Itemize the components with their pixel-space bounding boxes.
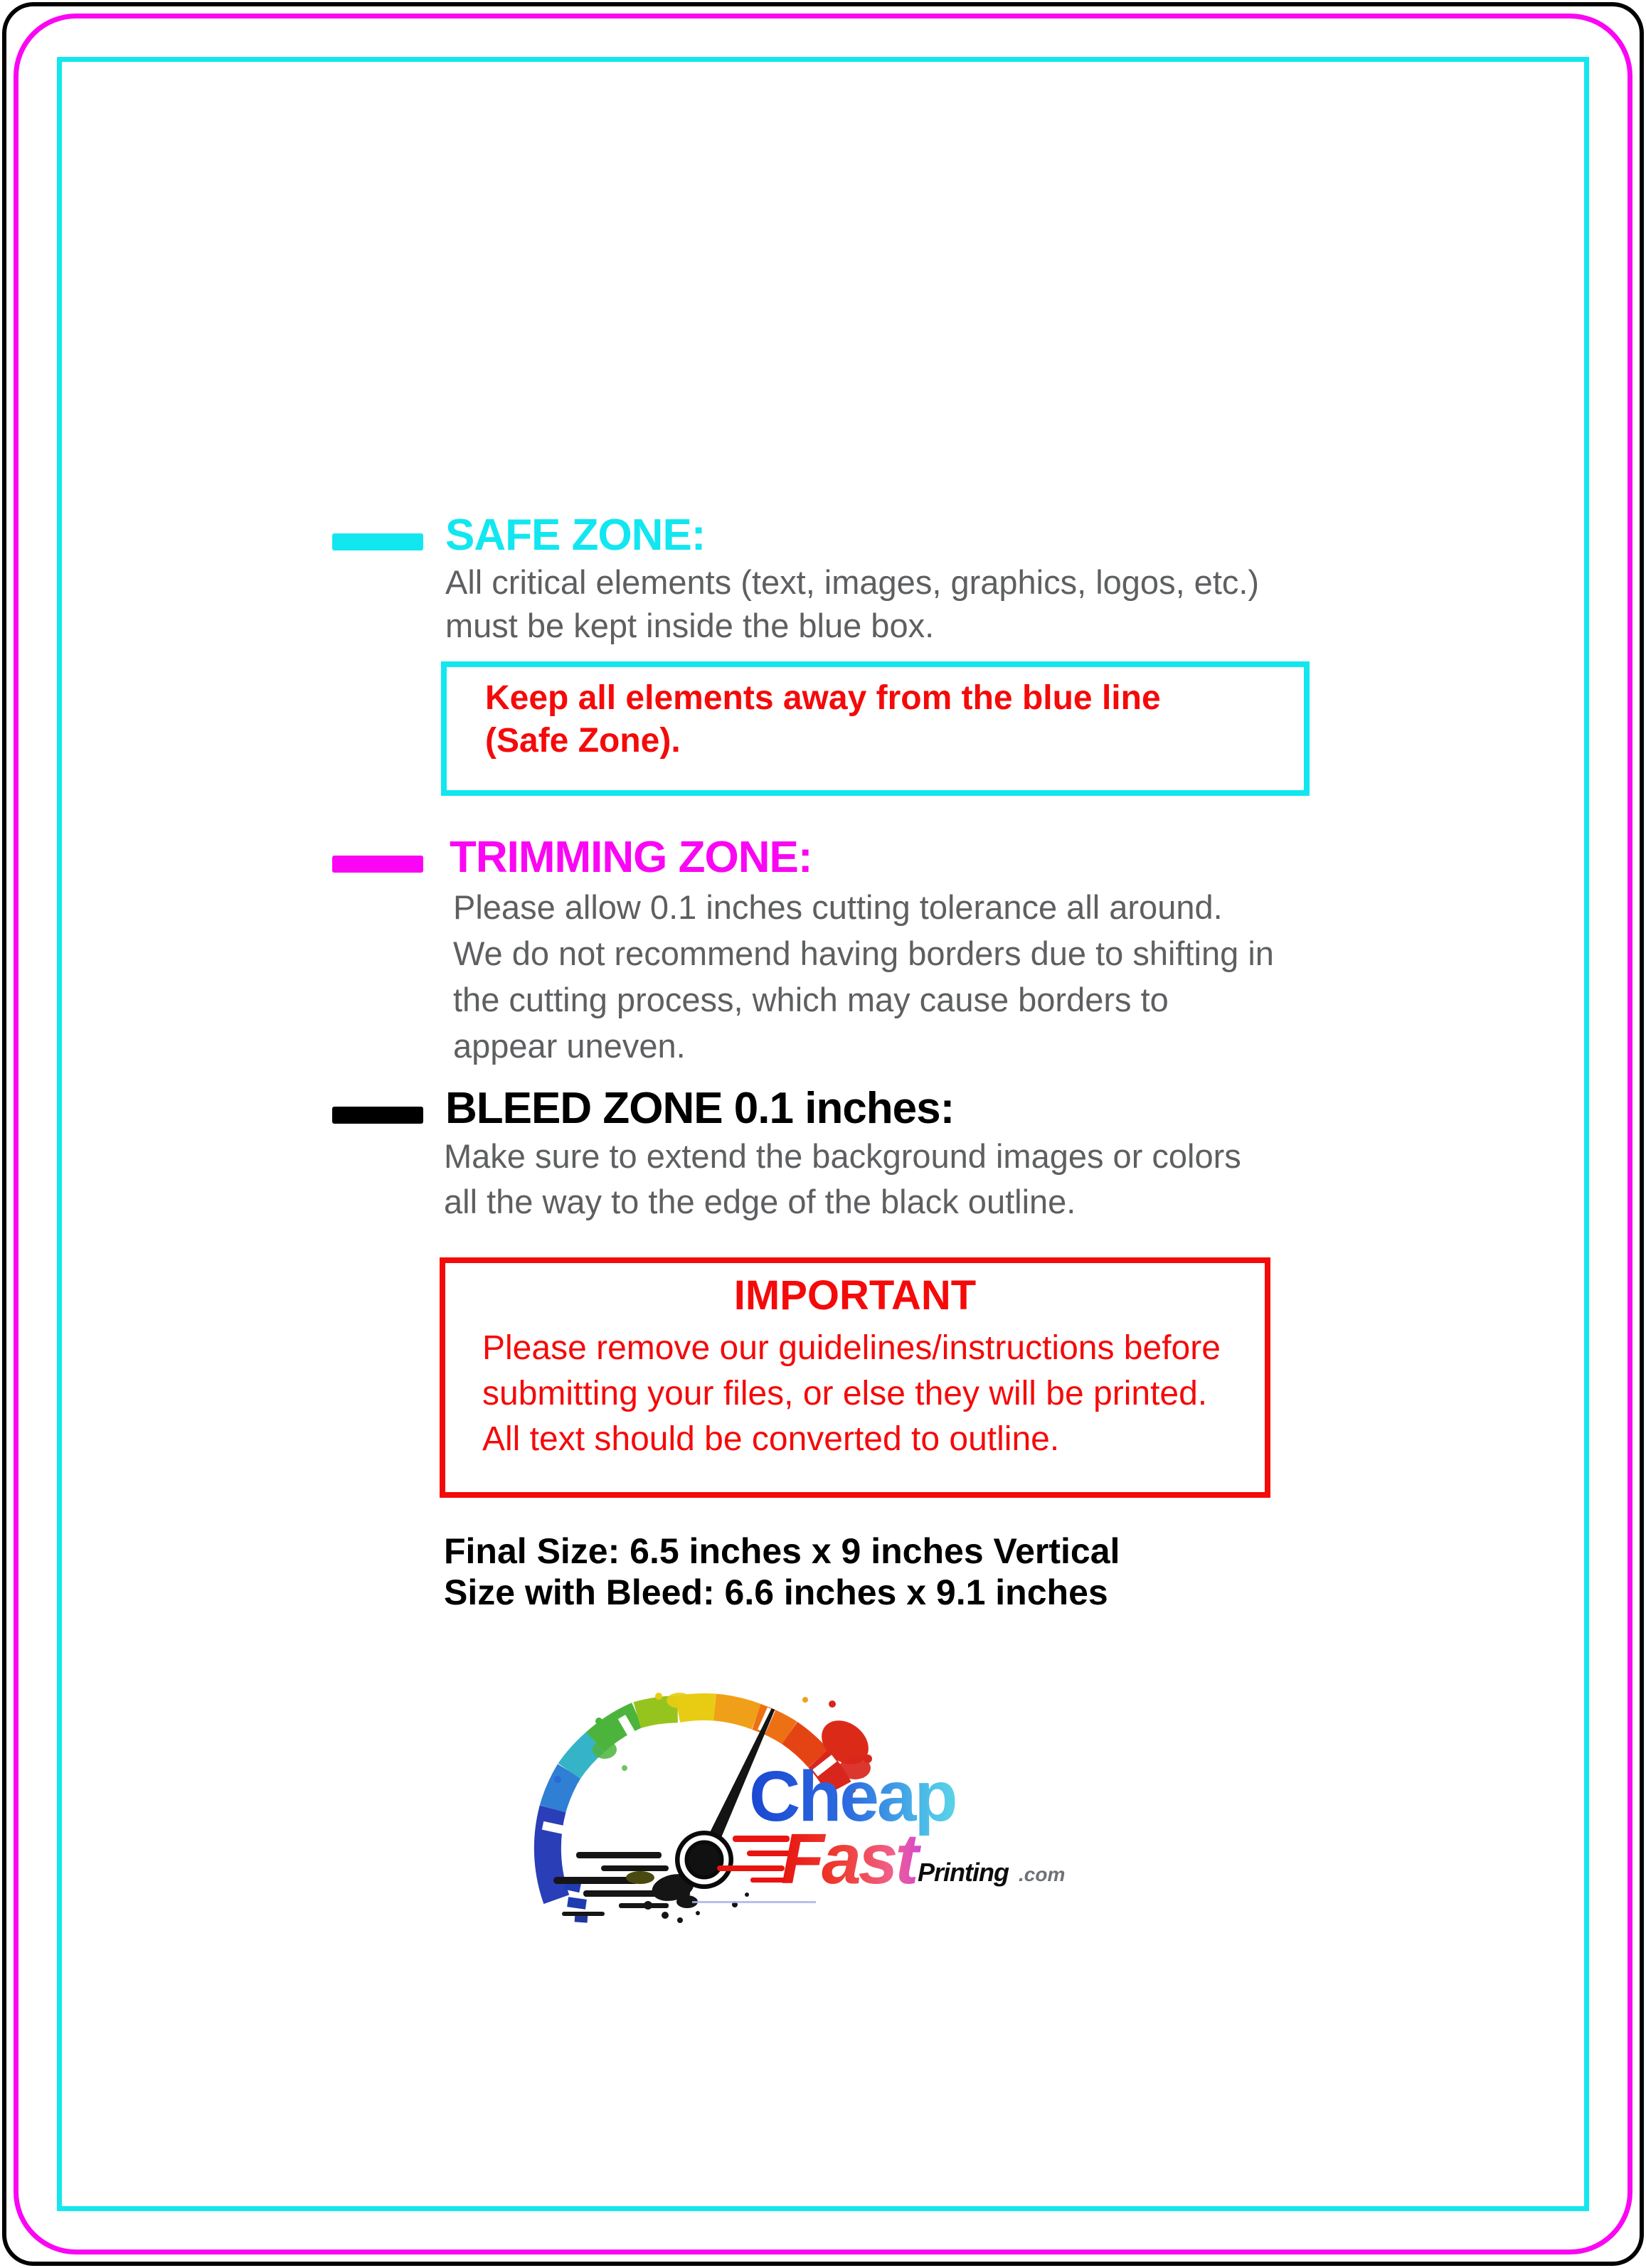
important-title: IMPORTANT bbox=[733, 1272, 977, 1319]
logo-word-cheap: Cheap bbox=[749, 1757, 956, 1836]
bleed-zone-description bbox=[444, 1134, 1241, 1225]
important-notice-box bbox=[440, 1257, 1270, 1498]
bleed-zone-title: BLEED ZONE 0.1 inches: bbox=[445, 1084, 955, 1133]
trimming-zone-description-line: the cutting process, which may cause borders to bbox=[453, 981, 1169, 1018]
important-body-line: All text should be converted to outline. bbox=[482, 1420, 1060, 1458]
trimming-zone-description-line: We do not recommend having borders due to shifting in bbox=[453, 935, 1274, 972]
safe-zone-note-line: Keep all elements away from the blue line bbox=[485, 679, 1161, 717]
trimming-zone-description-line: Please allow 0.1 inches cutting tolerance all around. bbox=[453, 888, 1223, 926]
trimming-zone-title: TRIMMING ZONE: bbox=[450, 833, 812, 882]
trimming-zone-description bbox=[453, 884, 1274, 1069]
bleed-zone-description-line: Make sure to extend the background images or colors bbox=[444, 1137, 1241, 1175]
logo-underline bbox=[692, 1901, 816, 1903]
bleed-zone-legend-dash bbox=[332, 1107, 423, 1124]
safe-zone-legend-dash bbox=[332, 533, 423, 550]
safe-zone-note-line: (Safe Zone). bbox=[485, 722, 681, 760]
bleed-size-line: Size with Bleed: 6.6 inches x 9.1 inches bbox=[444, 1572, 1108, 1612]
important-body-line: submitting your files, or else they will be printed. bbox=[482, 1375, 1208, 1412]
logo-word-printing: Printing bbox=[918, 1858, 1009, 1887]
size-info bbox=[444, 1530, 1120, 1613]
final-size-line: Final Size: 6.5 inches x 9 inches Vertical bbox=[444, 1531, 1120, 1571]
safe-zone-description-line: All critical elements (text, images, graphics, logos, etc.) bbox=[445, 563, 1260, 601]
safe-zone-note-box bbox=[441, 661, 1310, 796]
safe-zone-description bbox=[445, 560, 1259, 647]
trimming-zone-description-line: appear uneven. bbox=[453, 1027, 686, 1065]
speedometer-logo-graphic bbox=[533, 1691, 1081, 1926]
important-body bbox=[445, 1326, 1265, 1462]
cheap-fast-printing-logo bbox=[533, 1691, 1081, 1926]
safe-zone-title: SAFE ZONE: bbox=[445, 511, 706, 560]
safe-zone-description-line: must be kept inside the blue box. bbox=[445, 607, 935, 644]
logo-word-fast: Fast bbox=[781, 1819, 916, 1899]
trimming-zone-legend-dash bbox=[332, 856, 423, 873]
gauge-hub bbox=[675, 1831, 733, 1889]
bleed-zone-description-line: all the way to the edge of the black outline. bbox=[444, 1183, 1076, 1220]
important-body-line: Please remove our guidelines/instructions before bbox=[482, 1329, 1221, 1367]
logo-word-com: .com bbox=[1019, 1863, 1066, 1885]
